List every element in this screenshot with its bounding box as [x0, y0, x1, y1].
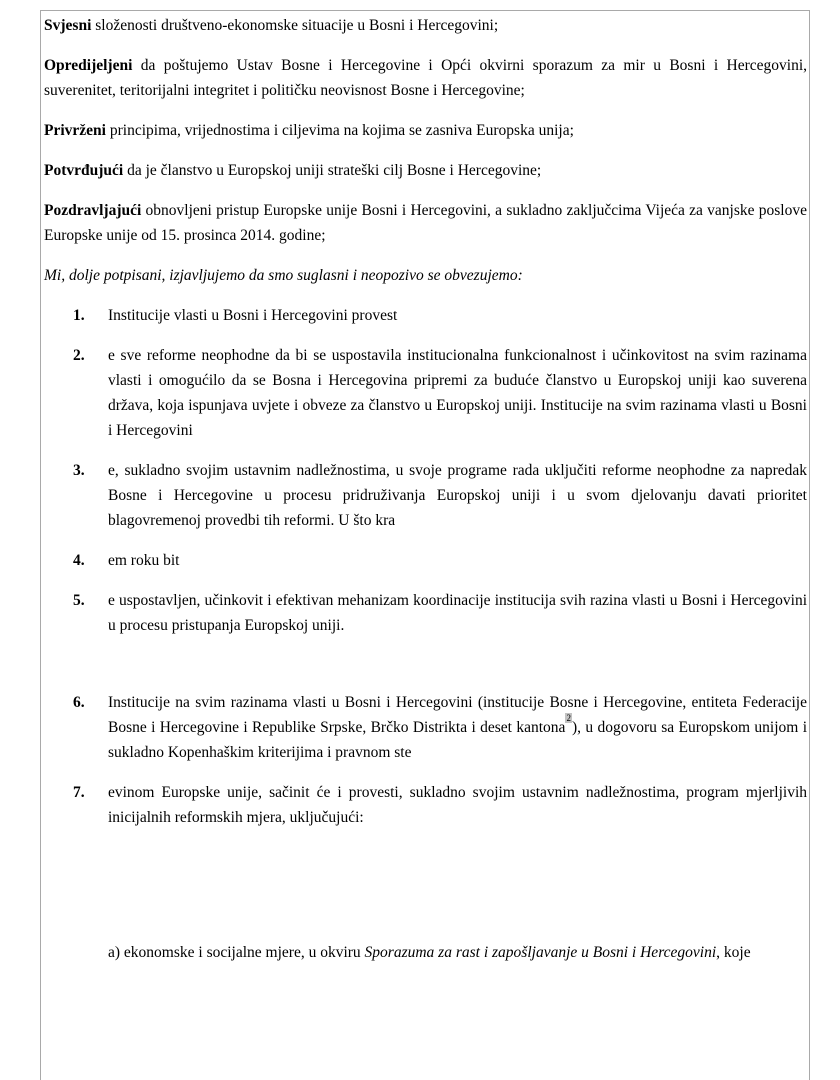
list-number: 2. — [73, 347, 85, 364]
paragraph-body-text: složenosti društveno-ekonomske situacije u Bosni i Hercegovini; — [91, 17, 499, 34]
footnote-reference-marker: 2 — [566, 712, 571, 723]
paragraph-body-text: da je članstvo u Europskoj uniji strateški cilj Bosne i Hercegovine; — [123, 162, 542, 179]
list-item-text: e uspostavljen, učinkovit i efektivan mehanizam koordinacije institucija svih razina vlasti u Bosni i Hercegovini u procesu pristupanja Europskoj uniji. — [108, 592, 807, 634]
list-item-3 — [44, 458, 807, 533]
paragraph-body-text: principima, vrijednostima i ciljevima na kojima se zasniva Europska unija; — [105, 122, 574, 139]
list-item-text: evinom Europske unije, sačinit će i provesti, sukladno svojim ustavnim nadležnostima, program mjerljivih inicijalnih reformskih mjera, uključujući: — [108, 784, 807, 826]
pledge-line: Mi, dolje potpisani, izjavljujemo da smo suglasni i neopozivo se obvezujemo: — [44, 267, 523, 284]
paragraph-lead-word: Potvrđujući — [44, 162, 124, 179]
list-number: 6. — [73, 694, 85, 711]
list-item-6 — [44, 690, 807, 765]
list-item-text: e, sukladno svojim ustavnim nadležnostima, u svoje programe rada uključiti reforme neophodne za napredak Bosne i Hercegovine u procesu pridruživanja Europskoj uniji i u svom djelovanju davati prioritet blagovremenoj provedbi tih reformi. U što kra — [108, 462, 807, 529]
list-item-text: Institucije na svim razinama vlasti u Bosni i Hercegovini (institucije Bosne i Hercegovine, entiteta Federacije Bosne i Hercegovine i Republike Srpske, Brčko Distrikta i deset kantona — [108, 694, 807, 736]
paragraph-lead-word: Privrženi — [44, 122, 106, 139]
sub-item-prefix: a) ekonomske i socijalne mjere, u okviru — [108, 944, 365, 961]
paragraph-lead-word: Opredijeljeni — [44, 57, 133, 74]
paragraph-lead-word: Svjesni — [44, 17, 92, 34]
paragraph-lead-word: Pozdravljajući — [44, 202, 142, 219]
text-frame — [40, 10, 810, 1080]
preamble-paragraph-pozdravljajuci — [44, 198, 807, 248]
list-item-1 — [44, 303, 807, 328]
sub-item-italic-title: Sporazuma za rast i zapošljavanje u Bosni i Hercegovini — [364, 944, 717, 961]
list-item-2 — [44, 343, 807, 443]
list-number: 4. — [73, 552, 85, 569]
list-number: 3. — [73, 462, 85, 479]
paragraph-body-text: obnovljeni pristup Europske unije Bosni i Hercegovini, a sukladno zaključcima Vijeća za vanjske poslove Europske unije od 15. prosinca 2014. godine; — [44, 202, 807, 244]
list-item-4 — [44, 548, 807, 573]
preamble-paragraph-privrzeni — [44, 118, 807, 143]
preamble-paragraph-svjesni — [44, 13, 807, 38]
sub-item-a — [44, 940, 807, 965]
list-number: 5. — [73, 592, 85, 609]
list-item-7 — [44, 780, 807, 830]
list-number: 1. — [73, 307, 85, 324]
list-item-text-after-footnote: ), u dogovoru sa Europskom unijom i sukladno Kopenhaškim kriterijima i pravnom ste — [108, 719, 807, 761]
sub-item-suffix: , koje — [716, 944, 751, 961]
preamble-paragraph-potvrdjujuci — [44, 158, 807, 183]
preamble-paragraph-opredijeljeni — [44, 53, 807, 103]
list-item-5 — [44, 588, 807, 638]
paragraph-body-text: da poštujemo Ustav Bosne i Hercegovine i Opći okvirni sporazum za mir u Bosni i Hercegovini, suverenitet, teritorijalni integritet i političku neovisnost Bosne i Hercegovine; — [44, 57, 807, 99]
list-item-text: e sve reforme neophodne da bi se uspostavila institucionalna funkcionalnost i učinkovitost na svim razinama vlasti i omogućilo da se Bosna i Hercegovina pripremi za buduće članstvo u Europskoj uniji kao suverena država, koja ispunjava uvjete i obveze za članstvo u Europskoj uniji. Institucije na svim razinama vlasti u Bosni i Hercegovini — [108, 347, 807, 439]
list-item-text: Institucije vlasti u Bosni i Hercegovini provest — [108, 307, 398, 324]
list-item-text: em roku bit — [108, 552, 180, 569]
list-number: 7. — [73, 784, 85, 801]
